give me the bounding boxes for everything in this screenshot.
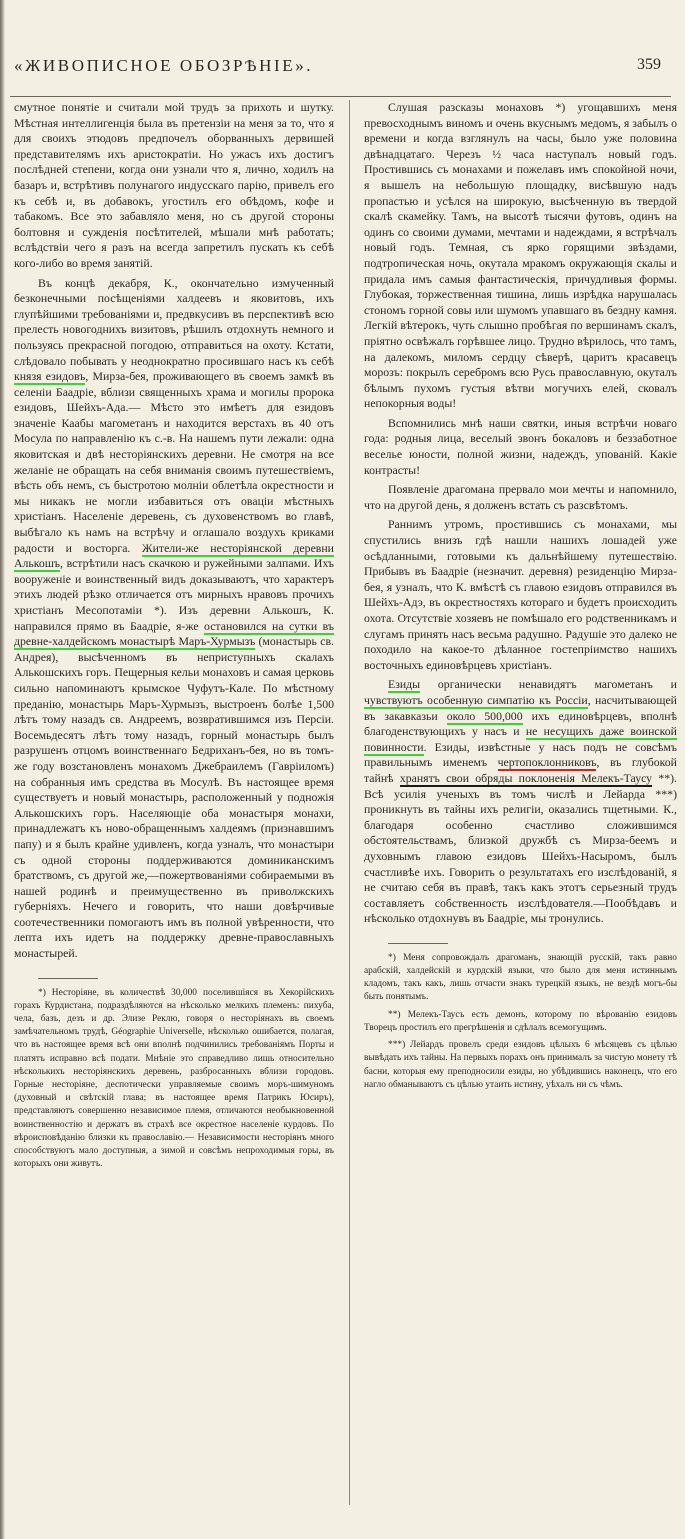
highlight-underline: около 500,000 [446, 708, 523, 723]
left-column [14, 100, 334, 1172]
binding-edge [0, 0, 5, 1539]
paragraph: Слушая разсказы монаховъ *) угощавшихъ меня превосходнымъ виномъ и очень вкуснымъ медомъ, я забылъ о времени и когда взглянулъ на часы, было уже половина двѣнадцатаго. Черезъ ½ часа наступалъ новый годъ. Простившись съ монахами и пожелавъ имъ спокойной ночи, я вышелъ на небольшую площадку, висѣвшую надъ пропастью и усѣлся на широкую, высѣченную въ твердой скалѣ скамейку. Тамъ, на высотѣ тысячи футовъ, одинъ на одинъ со своими думами, мечтами и надеждами, я встрѣчалъ новый годъ. Темная, съ ярко горящими звѣздами, подтропическая ночь, окутала мракомъ окружающія скалы и придала имъ самыя фантастическія, причудливыя формы. Глубокая, торжественная тишина, лишь изрѣдка нарушалась стономъ горной совы или шумомъ упавшаго въ бездну камня. Легкій вѣтерокъ, чуть слышно пробѣгая по вершинамъ скалъ, пріятно освѣжалъ горѣвшее лицо. Трудно вѣрилось, что тамъ, на далекомъ, миломъ сердцу сѣверѣ, царитъ красавецъ морозъ: покрылъ серебромъ всю Русь православную, окуталъ бѣлымъ пухомъ густыя вѣтви могучихъ елей, сковалъ непокорныя воды! [364, 100, 677, 411]
journal-title: «ЖИВОПИСНОЕ ОБОЗРѢНІЕ». [14, 56, 314, 75]
paragraph: Раннимъ утромъ, простившись съ монахами, мы спустились внизъ гдѣ нашли нашихъ лошадей уже осѣдланными, готовыми къ дальнѣйшему путешествію. Прибывъ въ Баадріе (незначит. деревня) резиденцію Мирза-бея, я узналъ, что К. вмѣстѣ съ главою езидовъ отправился въ Шейхъ-Адэ, въ окрестностяхъ котораго и будетъ происходить охота. Отсутствіе хозяевъ не помѣшало его родственникамъ и слугамъ принять насъ весьма радушно. Радушіе это далеко не походило на какое-то дѣланное гостепріимство нашихъ восточныхъ единовѣрцевъ христіанъ. [364, 517, 677, 672]
footnote-rule [38, 978, 98, 979]
paragraph: Езиды органически ненавидятъ магометанъ и чувствуютъ особенную симпатію къ Россіи, насчитывающей въ закавказьи около 500,000 ихъ единовѣрцевъ, вполнѣ благоденствующихъ у насъ и не несущихъ даже воинской повинности. Езиды, извѣстные у насъ подъ не совсѣмъ правильнымъ именемъ чертопоклонниковъ, въ глубокой тайнѣ хранятъ свои обряды поклоненія Мелекъ-Таусу **). Всѣ усилія ученыхъ въ томъ числѣ и Лейарда ***) проникнуть въ тайны ихъ религіи, оказались тщетными. К., благодаря особенно счастливо сложившимся обстоятельствамъ, близкой дружбѣ съ Мирза-беемъ и духовнымъ главою езидовъ Шейхъ-Насыромъ, былъ счастливѣе ихъ. Говорить о результатахъ его изслѣдованій, я не считаю себя въ правѣ, такъ какъ этотъ серьезный трудъ составляетъ собственность изслѣдователя.—Пообѣдавъ и нѣсколько отдохнувъ въ Баадріе, мы тронулись. [364, 677, 677, 926]
paragraph: Вспомнились мнѣ наши святки, иныя встрѣчи новаго года: родныя лица, веселый звонъ бокаловъ и беззаботное веселье юности, полной жизни, надеждъ, упованій. Какіе контрасты! [364, 415, 677, 477]
right-column [364, 100, 677, 1092]
highlight-underline-red: чертопоклонниковъ [497, 755, 597, 770]
highlight-underline: Езиды [388, 677, 421, 692]
footnote: *) Несторіяне, въ количествѣ 30,000 поселившіяся въ Хекорійскихъ горахъ Курдистана, подраздѣляются на нѣсколько мелкихъ племенъ: пихуба, чела, базъ, дезъ и др. Элизе Реклю, говоря о несторіянахъ въ своемъ замѣчательномъ трудѣ, Géographie Universelle, нѣсколько ошибается, полагая, что въ настоящее время всѣ они вполнѣ подчинились требованіямъ Порты и платятъ исправно всѣ подати. Мнѣніе это справедливо лишь относительно нѣсколькихъ несторіянскихъ деревень, разбросанныхъ вблизи городовъ. Горные несторіяне, деспотически управляемые своимъ моръ-шимуномъ (духовный и свѣтскій глава; въ настоящее время Патрикъ Юсиръ), представляютъ совершенно независимое племя, отличаются необыкновенной воинственностію и держатъ въ страхѣ все окрестное населеніе курдовъ. По вѣроисповѣданію близки къ православію.— Независимости несторіянъ много способствуютъ мало доступныя, а зимой и совсѣмъ непроходимыя горы, въ которыхъ они живутъ. [14, 987, 334, 1170]
highlight-underline: не несущихъ даже воинской повинности [364, 724, 677, 754]
page-header [14, 56, 661, 86]
footnote: *) Меня сопровождалъ драгоманъ, знающій русскій, такъ равно арабскій, халдейскій и курдскій языки, что было для меня истиннымъ кладомъ, такъ какъ, лишь отчасти знакъ турецкій языкъ, не вездѣ могъ-бы быть понятымъ. [364, 952, 677, 1003]
paragraph: Въ концѣ декабря, К., окончательно измученный безконечными посѣщеніями халдеевъ и яковитовъ, ихъ глупѣйшими требованіями и, предвкусивъ въ перспективѣ всю прелесть новогоднихъ визитовъ, рѣшилъ отдохнуть немного и пользуясь прекрасной погодою, отправиться на охоту. Кстати, слѣдовало побывать у неоднократно просившаго насъ къ себѣ князя езидовъ, Мирза-бея, проживающего въ своемъ замкѣ въ селеніи Баадріе, вблизи священныхъ храма и могилы пророка езидовъ, Шейхъ-Ада.— Мѣсто это имѣетъ для езидовъ значеніе Каабы магометанъ и находится верстахъ въ 40 отъ Мосула по направленію къ с.-в. На нашемъ пути лежали: одна яковитская и двѣ несторіянскихъ деревни. Не смотря на все желаніе не обращать на себя вниманія своимъ путешествіемъ, вѣсть объ немъ, съ быстротою молніи облетѣла окрестности и мы никакъ не могли избавиться отъ оваціи мѣстныхъ христіанъ. Населеніе деревень, съ духовенствомъ во главѣ, выбѣгало къ намъ на встрѣчу и оглашало воздухъ криками радости и восторга. Жители-же несторіянской деревни Алькошъ, встрѣтили насъ скачкою и ружейными залпами. Ихъ вооруженіе и воинственный видъ доказываютъ, что характеръ этихъ людей рѣзко отличается отъ мирныхъ нравовъ прочихъ христіанъ Месопотаміи *). Изъ деревни Алькошъ, К. направился прямо въ Баадріе, я-же остановился на сутки въ древне-халдейскомъ монастырѣ Маръ-Хурмызъ (монастырь св. Андрея), высѣченномъ въ неприступныхъ скалахъ Алькошскихъ горъ. Пещерныя кельи монаховъ и самая церковь сильно напоминаютъ крымское Чуфутъ-Кале. По мѣстному преданію, монастырь Маръ-Хурмызъ, выстроенъ болѣе 1,500 лѣтъ тому назадъ св. Андреемъ, возвратившимся изъ Персіи. Восемьдесятъ лѣтъ тому назадъ, горный монастырь былъ разрушенъ отцомъ воинственнаго Бедриханъ-бея, но въ томъ-же году возстановленъ монахомъ Джебраилемъ (Гавріиломъ) на собранныя имъ средства въ Мосулѣ. Въ настоящее время существуетъ и новый монастырь, расположенный у подножія Алькошскихъ горъ. Населяющіе оба монастыря монахи, принадлежатъ къ ново-обращеннымъ халдеямъ (признавшимъ папу) и я былъ крайне удивленъ, когда узналъ, что монастыри съ одной стороны поддерживаются доминиканскимъ братствомъ, съ другой же,—пожертвованіями собираемыми въ нашей родинѣ и преимущественно въ приволжскихъ губерніяхъ. Нечего и говорить, что наши довѣрчивые соотечественники помогаютъ имъ въ полной увѣренности, что лепта ихъ идетъ на поддержку древне-православныхъ монастырей. [14, 275, 335, 961]
highlight-underline: чувствуютъ особенную симпатію къ Россіи [364, 692, 588, 707]
header-rule [10, 96, 671, 97]
highlight-underline: князя езидовъ [14, 369, 86, 384]
paragraph: смутное понятіе и считали мой трудъ за прихоть и шутку. Мѣстная интеллигенція была въ претензіи на меня за то, что я для своихъ этюдовъ предпочелъ оборванныхъ дервишей представителямъ ихъ аристократіи. Но ужасъ ихъ достигъ послѣдней степени, когда они узнали что я, лично, ходилъ на базаръ и, встрѣтивъ полунагого индусскаго парію, привелъ его къ себѣ и, въ добавокъ, угостилъ его обѣдомъ, кофе и табакомъ. Все это забавляло меня, но съ другой стороны болтовня и сужденія посѣтителей, мѣшали мнѣ работать; вслѣдствіи чего я разъ на всегда запретилъ пускать къ себѣ кого-либо во время занятій. [14, 100, 334, 270]
highlight-underline: остановился на сутки въ древне-халдейскомъ монастырѣ Маръ-Хурмызъ [14, 618, 335, 649]
page-number: 359 [637, 56, 661, 73]
footnote: ***) Лейардъ провелъ среди езидовъ цѣлыхъ 6 мѣсяцевъ съ цѣлью вывѣдать ихъ тайны. На первыхъ порахъ онъ принималъ за чистую монету тѣ басни, которыя ему преподносили езиды, но убѣдившись наконецъ, что его нагло обманываютъ съ цѣлью утаить истину, уѣхалъ ни съ чѣмъ. [364, 1040, 677, 1090]
highlight-underline-black: хранятъ свои обряды поклоненія Мелекъ-Таусу [399, 770, 653, 785]
highlight-underline: Жители-же несторіянской деревни Алькошъ [14, 540, 334, 571]
footnote: **) Мелекъ-Таусъ есть демонъ, которому по вѣрованію езидовъ Творецъ простилъ его прегрѣшенія и сдѣлалъ всемогущимъ. [364, 1009, 677, 1033]
footnote-rule [388, 943, 448, 944]
column-divider [349, 100, 350, 1505]
paragraph: Появленіе драгомана прервало мои мечты и напомнило, что на другой день, я долженъ встать съ разсвѣтомъ. [364, 482, 677, 512]
